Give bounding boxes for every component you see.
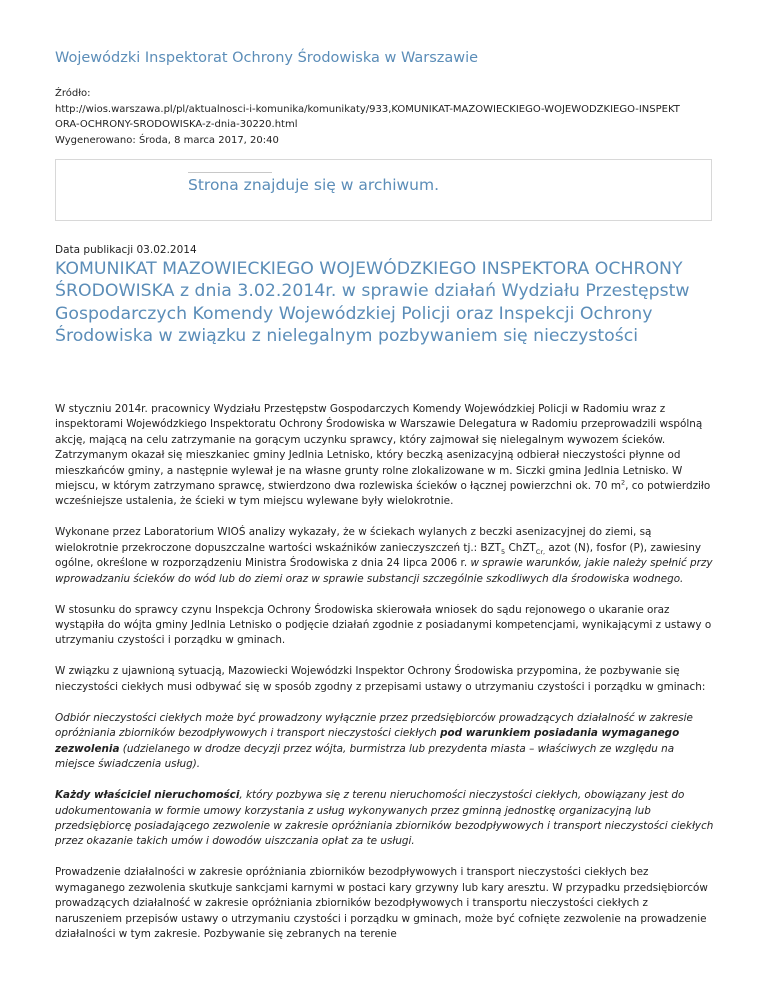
publication-date: Data publikacji 03.02.2014	[55, 244, 197, 256]
source-url-line-2: ORA-OCHRONY-SRODOWISKA-z-dnia-30220.html	[55, 119, 298, 130]
archive-divider	[188, 172, 272, 173]
paragraph-1: W styczniu 2014r. pracownicy Wydziału Przestępstw Gospodarczych Komendy Wojewódzkiej Policji w Radomiu wraz z inspektorami Wojewódzkiego Inspektoratu Ochrony Środowiska w Warszawie Delegatura w Radomiu przeprowadzili wspólną akcję, mającą na celu zatrzymanie na gorącym uczynku sprawcy, który zajmował się nielegalnym wywozem ścieków. Zatrzymanym okazał się mieszkaniec gminy Jedlnia Letnisko, który beczką asenizacyjną odbierał nieczystości płynne od mieszkańców gminy, a następnie wylewał je na własne grunty rolne zlokalizowane w m. Siczki gmina Jedlnia Letnisko. W miejscu, w którym zatrzymano sprawcę, stwierdzono dwa rozlewiska ścieków o łącznej powierzchni ok. 70 $m^2$, co potwierdziło wcześniejsze ustalenia, że ścieki w tym miejscu wylewane były wielokrotnie.	[55, 403, 711, 508]
site-title[interactable]: Wojewódzki Inspektorat Ochrony Środowiska w Warszawie	[55, 50, 479, 66]
source-label: Źródło:	[55, 88, 91, 99]
article-headline: KOMUNIKAT MAZOWIECKIEGO WOJEWÓDZKIEGO INSPEKTORA OCHRONY ŚRODOWISKA z dnia 3.02.2014r. w sprawie działań Wydziału Przestępstw Gospodarczych Komendy Wojewódzkiej Policji oraz Inspekcji Ochrony Środowiska w związku z nielegalnym pozbywaniem się nieczystości	[55, 259, 690, 346]
archive-notice: Strona znajduje się w archiwum.	[188, 176, 440, 194]
paragraph-5: Odbiór nieczystości ciekłych może być prowadzony wyłącznie przez przedsiębiorców prowadzących działalność w zakresie opróżniania zbiorników bezodpływowych i transport nieczystości ciekłych pod warunkiem posiadania wymaganego zezwolenia (udzielanego w drodze decyzji przez wójta, burmistrza lub prezydenta miasta – właściwych ze względu na miejsce świadczenia usług).	[55, 711, 693, 771]
article-body	[55, 402, 715, 958]
paragraph-3: W stosunku do sprawcy czynu Inspekcja Ochrony Środowiska skierowała wniosek do sądu rejonowego o ukaranie oraz wystąpiła do wójta gminy Jedlnia Letnisko o podjęcie działań zgodnie z posiadanymi kompetencjami, wynikającymi z ustawy o utrzymaniu czystości i porządku w gminach.	[55, 603, 712, 647]
generated-timestamp: Wygenerowano: Środa, 8 marca 2017, 20:40	[55, 134, 279, 146]
source-meta	[55, 86, 715, 148]
paragraph-2: Wykonane przez Laboratorium WIOŚ analizy wykazały, że w ściekach wylanych z beczki asenizacyjnej do ziemi, są wielokrotnie przekroczone dopuszczalne wartości wskaźników zanieczyszczeń tj.: $BZT_5$ ChZT$_{Cr,}$ azot (N), fosfor (P), zawiesiny ogólne, określone w rozporządzeniu Ministra Środowiska z dnia 24 lipca 2006 r. w sprawie warunków, jakie należy spełnić przy wprowadzaniu ścieków do wód lub do ziemi oraz w sprawie substancji szczególnie szkodliwych dla środowiska wodnego.	[55, 526, 713, 585]
archive-notice-box	[55, 159, 712, 221]
source-url-line-1: http://wios.warszawa.pl/pl/aktualnosci-i-komunika/komunikaty/933,KOMUNIKAT-MAZOWIECKIEGO-WOJEWODZKIEGO-INSPEKT	[55, 103, 680, 115]
paragraph-7: Prowadzenie działalności w zakresie opróżniania zbiorników bezodpływowych i transport nieczystości ciekłych bez wymaganego zezwolenia skutkuje sankcjami karnymi w postaci kary grzywny lub kary aresztu. W przypadku przedsiębiorców prowadzących działalność w zakresie opróżniania zbiorników bezodpływowych i transportu nieczystości ciekłych z naruszeniem przepisów ustawy o utrzymaniu czystości i porządku w gminach, może być cofnięte zezwolenie na prowadzenie działalności w tym zakresie. Pozbywanie się zebranych na terenie	[55, 866, 708, 940]
paragraph-4: W związku z ujawnioną sytuacją, Mazowiecki Wojewódzki Inspektor Ochrony Środowiska przypomina, że pozbywanie się nieczystości ciekłych musi odbywać się w sposób zgodny z przepisami ustawy o utrzymaniu czystości i porządku w gminach:	[55, 665, 706, 693]
paragraph-6: Każdy właściciel nieruchomości, który pozbywa się z terenu nieruchomości nieczystości ciekłych, obowiązany jest do udokumentowania w formie umowy korzystania z usług wykonywanych przez gminną jednostkę organizacyjną lub przedsiębiorcę posiadającego zezwolenie w zakresie opróżniania zbiorników bezodpływowych i transport nieczystości ciekłych przez okazanie takich umów i dowodów uiszczania opłat za te usługi.	[55, 789, 714, 848]
